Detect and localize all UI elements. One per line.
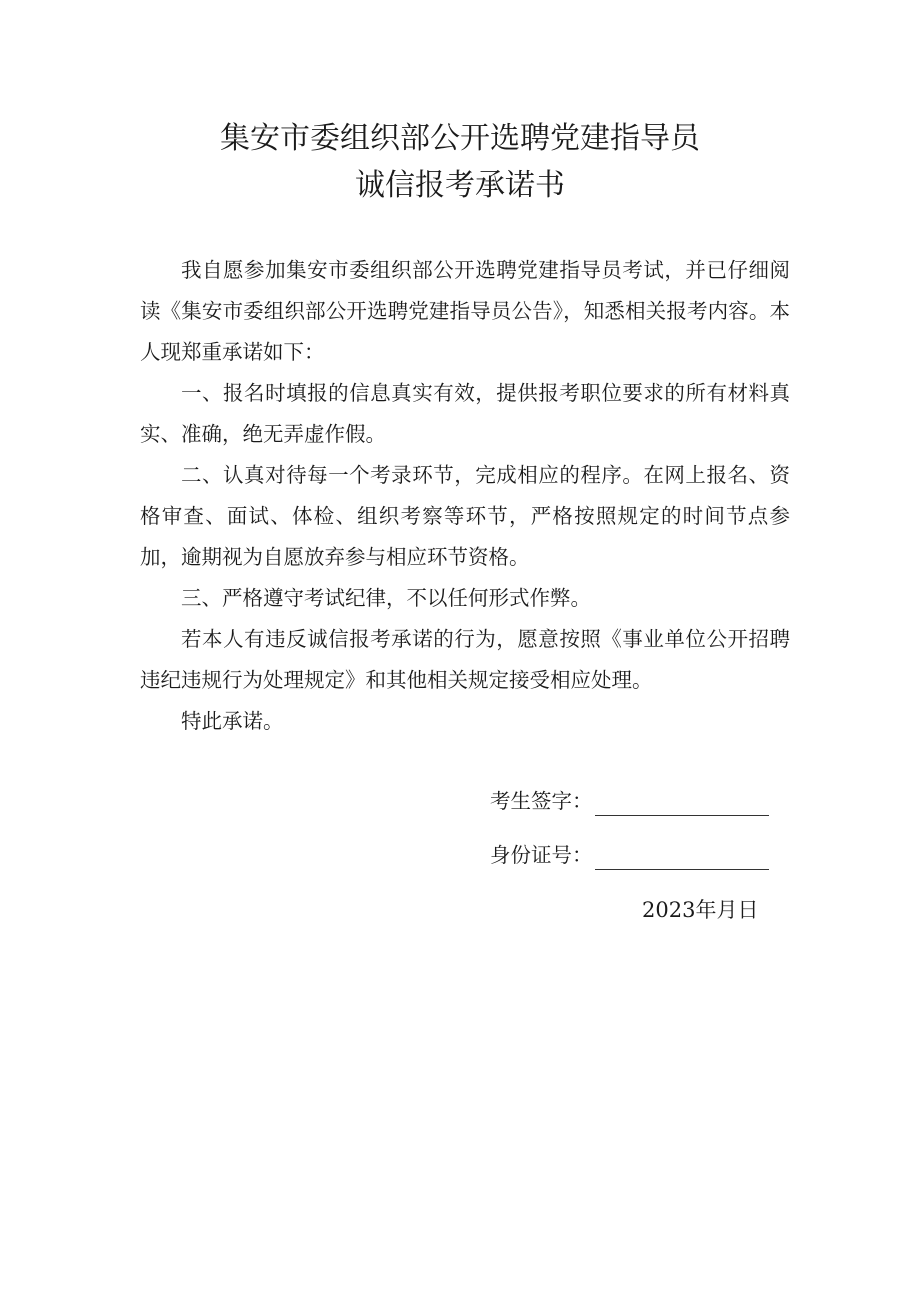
- signature-blank-line[interactable]: [595, 793, 769, 816]
- date-line: 2023年月日: [642, 898, 759, 922]
- paragraph-intro: 我自愿参加集安市委组织部公开选聘党建指导员考试，并已仔细阅读《集安市委组织部公开选聘党建指导员公告》，知悉相关报考内容。本人现郑重承诺如下：: [140, 258, 790, 364]
- paragraph-pledge-2: 二、认真对待每一个考录环节，完成相应的程序。在网上报名、资格审查、面试、体检、组织考察等环节，严格按照规定的时间节点参加，逾期视为自愿放弃参与相应环节资格。: [140, 463, 790, 569]
- id-number-row: [490, 840, 769, 870]
- document-title-line1: 集安市委组织部公开选聘党建指导员: [220, 121, 700, 156]
- paragraph-pledge-3: 三、严格遵守考试纪律，不以任何形式作弊。: [181, 586, 591, 610]
- paragraph-closing: 特此承诺。: [181, 709, 284, 733]
- id-number-blank-line[interactable]: [595, 847, 769, 870]
- signature-label: 考生签字：: [490, 789, 593, 813]
- document-body: [140, 250, 790, 742]
- document-title-line2: 诚信报考承诺书: [355, 168, 565, 203]
- paragraph-violation: 若本人有违反诚信报考承诺的行为，愿意按照《事业单位公开招聘违纪违规行为处理规定》和其他相关规定接受相应处理。: [140, 627, 790, 692]
- id-number-label: 身份证号：: [490, 843, 593, 867]
- signature-row: [490, 786, 769, 816]
- paragraph-pledge-1: 一、报名时填报的信息真实有效，提供报考职位要求的所有材料真实、准确，绝无弄虚作假。: [140, 381, 790, 446]
